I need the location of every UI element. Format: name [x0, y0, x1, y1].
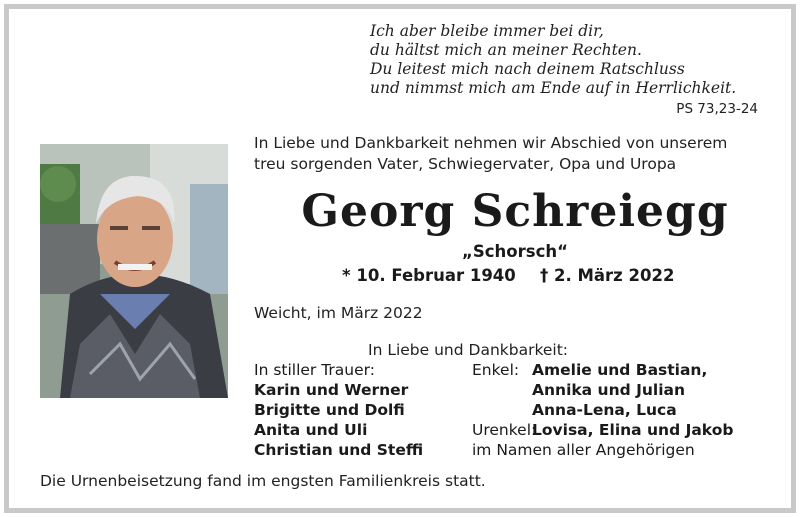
- mourner-name: Brigitte und Dolfi: [254, 401, 405, 419]
- verse-reference: PS 73,23-24: [676, 101, 758, 117]
- enkel-row: [472, 380, 782, 400]
- urenkel-label: Urenkel:: [472, 421, 537, 439]
- portrait-photo: [40, 144, 228, 398]
- verse-line: und nimmst mich am Ende auf in Herrlichkeit.: [370, 79, 737, 97]
- enkel-name: Anna-Lena, Luca: [532, 401, 677, 419]
- grandchildren-list: [472, 360, 782, 460]
- enkel-row: [472, 400, 782, 420]
- deceased-nickname: „Schorsch“: [462, 242, 568, 261]
- mourners-list: [254, 360, 464, 460]
- mourner-name: Anita und Uli: [254, 421, 368, 439]
- enkel-row: [472, 360, 782, 380]
- verse-line: du hältst mich an meiner Rechten.: [370, 41, 642, 59]
- death-date: † 2. März 2022: [540, 266, 675, 285]
- enkel-label: Enkel:: [472, 361, 520, 379]
- enkel-name: Annika und Julian: [532, 381, 686, 399]
- verse-line: Du leitest mich nach deinem Ratschluss: [370, 60, 685, 78]
- gratitude-heading: In Liebe und Dankbarkeit:: [368, 341, 569, 359]
- intro-text: [254, 133, 774, 175]
- verse-line: Ich aber bleibe immer bei dir,: [370, 22, 604, 40]
- intro-line: In Liebe und Dankbarkeit nehmen wir Abschied von unserem: [254, 134, 728, 152]
- burial-note: Die Urnenbeisetzung fand im engsten Familienkreis statt.: [40, 472, 486, 490]
- birth-date: * 10. Februar 1940: [342, 266, 516, 285]
- mourners-label: In stiller Trauer:: [254, 361, 375, 379]
- mourner-name: Karin und Werner: [254, 381, 409, 399]
- bible-verse: [370, 22, 762, 98]
- intro-line: treu sorgenden Vater, Schwiegervater, Opa und Uropa: [254, 155, 677, 173]
- mourner-name: Christian und Steffi: [254, 441, 424, 459]
- enkel-name: Amelie und Bastian,: [532, 361, 708, 379]
- deceased-name: Georg Schreiegg: [301, 186, 729, 237]
- place-date: Weicht, im März 2022: [254, 304, 423, 322]
- urenkel-row: [472, 420, 782, 440]
- all-relatives-text: im Namen aller Angehörigen: [472, 441, 695, 459]
- urenkel-names: Lovisa, Elina und Jakob: [532, 421, 734, 439]
- others-row: [472, 440, 782, 460]
